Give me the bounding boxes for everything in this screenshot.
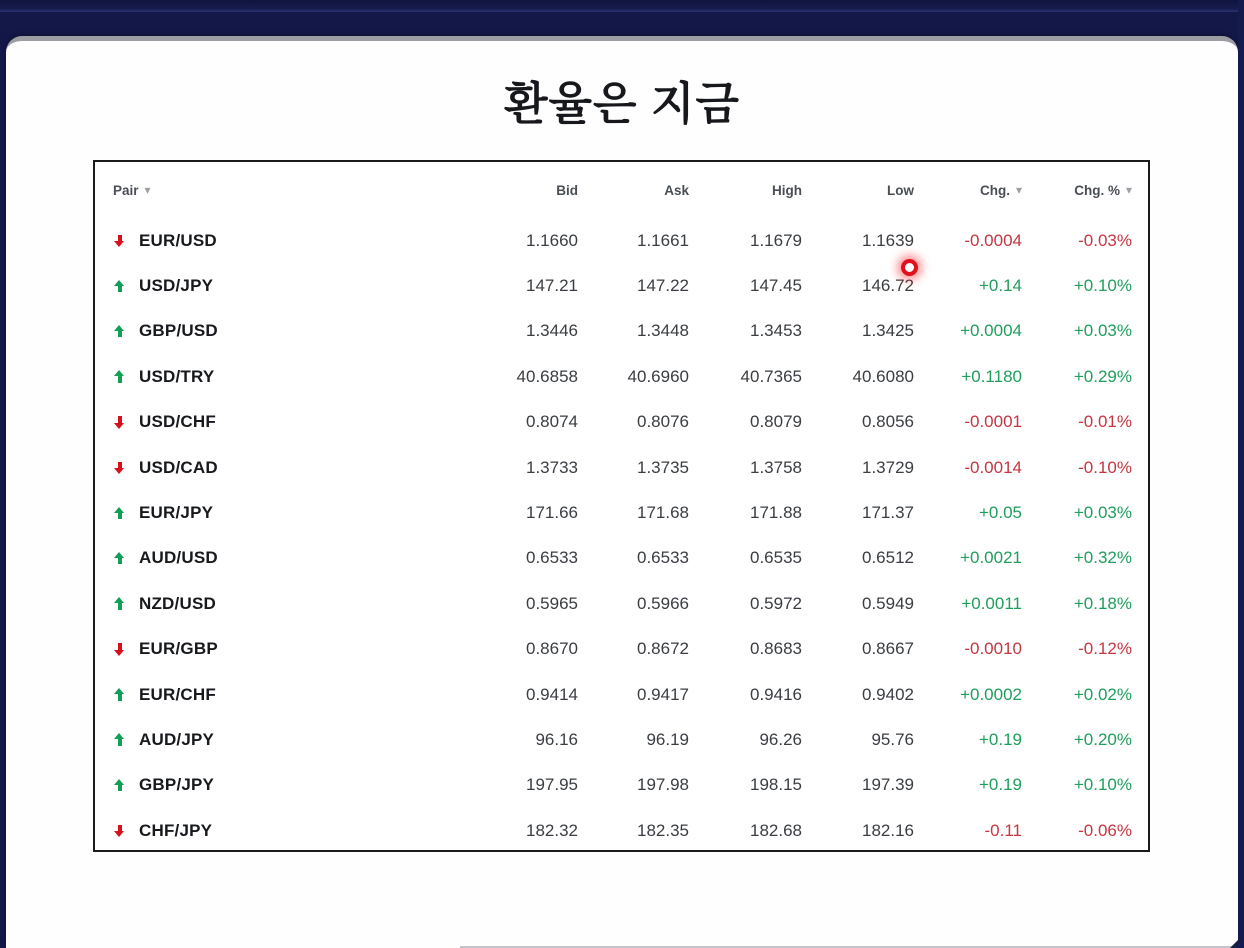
chg-pct-cell: +0.29% (1073, 366, 1132, 386)
bid-cell: 197.95 (526, 775, 578, 795)
low-cell: 40.6080 (852, 366, 914, 386)
column-header-pair[interactable] (113, 183, 468, 198)
chg-cell: -0.0004 (964, 230, 1022, 250)
window-right-frame (1238, 0, 1244, 948)
chg-cell: +0.19 (978, 729, 1022, 749)
high-cell: 0.5972 (750, 593, 802, 613)
chg-cell: -0.0010 (964, 639, 1022, 659)
pair-cell (113, 367, 468, 387)
column-header-chg-label: Chg. (979, 182, 1010, 198)
pair-cell (113, 458, 468, 478)
low-cell: 0.6512 (862, 548, 914, 568)
chg-pct-cell: -0.01% (1078, 412, 1132, 432)
pair-label: CHF/JPY (139, 820, 213, 840)
chg-pct-cell: +0.02% (1073, 684, 1132, 704)
pair-label: USD/JPY (139, 276, 214, 296)
table-row[interactable] (95, 354, 1148, 399)
down-arrow-icon (113, 416, 126, 429)
pair-label: EUR/CHF (139, 684, 216, 704)
low-cell: 182.16 (862, 820, 914, 840)
bottom-right-corner-frame (1230, 934, 1244, 948)
pair-label: USD/TRY (139, 366, 215, 386)
chg-cell: +0.0021 (960, 548, 1022, 568)
high-cell: 0.6535 (750, 548, 802, 568)
pair-label: NZD/USD (139, 593, 216, 613)
column-header-bid-label: Bid (556, 182, 578, 198)
column-header-high-label: High (772, 182, 802, 198)
pair-label: EUR/GBP (139, 639, 218, 659)
bid-cell: 0.6533 (526, 548, 578, 568)
low-cell: 0.5949 (862, 593, 914, 613)
low-cell: 0.8056 (862, 412, 914, 432)
pair-label: EUR/USD (139, 230, 217, 250)
table-row[interactable] (95, 490, 1148, 535)
high-cell: 147.45 (750, 276, 802, 296)
low-cell: 146.72 (862, 276, 914, 296)
down-arrow-icon (113, 234, 126, 247)
window-top-frame (0, 0, 1244, 12)
bid-cell: 0.8074 (526, 412, 578, 432)
up-arrow-icon (113, 370, 126, 383)
chg-cell: +0.19 (978, 775, 1022, 795)
chg-pct-cell: +0.18% (1073, 593, 1132, 613)
down-arrow-icon (113, 461, 126, 474)
chg-cell: +0.1180 (961, 366, 1022, 386)
high-cell: 96.26 (759, 729, 802, 749)
pair-cell (113, 412, 468, 432)
chg-pct-cell: +0.20% (1073, 729, 1132, 749)
table-row[interactable] (95, 400, 1148, 445)
table-row[interactable] (95, 763, 1148, 808)
high-cell: 1.1679 (750, 230, 802, 250)
column-header-low[interactable] (802, 183, 914, 198)
down-arrow-icon (113, 643, 126, 656)
high-cell: 1.3453 (750, 321, 802, 341)
pair-cell (113, 685, 468, 705)
chg-pct-cell: +0.03% (1073, 321, 1132, 341)
table-row[interactable] (95, 309, 1148, 354)
bid-cell: 182.32 (526, 820, 578, 840)
table-header-row (95, 162, 1148, 218)
chg-cell: +0.0011 (961, 593, 1022, 613)
column-header-high[interactable] (689, 183, 802, 198)
bid-cell: 96.16 (535, 729, 578, 749)
chg-cell: -0.0001 (964, 412, 1022, 432)
ask-cell: 0.5966 (637, 593, 689, 613)
ask-cell: 182.35 (637, 820, 689, 840)
bid-cell: 1.3733 (526, 457, 578, 477)
high-cell: 0.9416 (750, 684, 802, 704)
bid-cell: 147.21 (526, 276, 578, 296)
chg-pct-cell: -0.10% (1078, 457, 1132, 477)
low-cell: 0.8667 (862, 639, 914, 659)
up-arrow-icon (113, 733, 126, 746)
ask-cell: 96.19 (646, 729, 689, 749)
content-card (6, 36, 1238, 948)
high-cell: 182.68 (750, 820, 802, 840)
pair-cell (113, 730, 468, 750)
table-row[interactable] (95, 627, 1148, 672)
chg-pct-cell: +0.03% (1073, 503, 1132, 523)
table-row[interactable] (95, 536, 1148, 581)
ask-cell: 1.1661 (637, 230, 689, 250)
low-cell: 95.76 (871, 729, 914, 749)
bid-cell: 1.1660 (526, 230, 578, 250)
bid-cell: 0.8670 (526, 639, 578, 659)
pair-cell (113, 321, 468, 341)
bid-cell: 0.5965 (526, 593, 578, 613)
high-cell: 198.15 (750, 775, 802, 795)
high-cell: 0.8079 (750, 412, 802, 432)
up-arrow-icon (113, 507, 126, 520)
table-row[interactable] (95, 808, 1148, 853)
column-header-ask[interactable] (578, 183, 689, 198)
pair-cell (113, 548, 468, 568)
column-header-chg-pct-label: Chg. % (1074, 182, 1120, 198)
chg-cell: +0.05 (978, 503, 1022, 523)
high-cell: 1.3758 (750, 457, 802, 477)
high-cell: 171.88 (750, 503, 802, 523)
chg-cell: -0.0014 (964, 457, 1022, 477)
column-header-bid[interactable] (468, 183, 578, 198)
table-row[interactable] (95, 717, 1148, 762)
ask-cell: 197.98 (637, 775, 689, 795)
up-arrow-icon (113, 552, 126, 565)
table-row[interactable] (95, 263, 1148, 308)
pair-cell (113, 594, 468, 614)
bid-cell: 40.6858 (516, 366, 578, 386)
pair-label: EUR/JPY (139, 503, 214, 523)
pair-cell (113, 231, 468, 251)
bid-cell: 0.9414 (526, 684, 578, 704)
chg-cell: +0.14 (978, 276, 1022, 296)
pair-label: USD/CAD (139, 457, 218, 477)
table-row[interactable] (95, 581, 1148, 626)
low-cell: 1.3729 (862, 457, 914, 477)
ask-cell: 0.8672 (637, 639, 689, 659)
ask-cell: 40.6960 (627, 366, 689, 386)
bid-cell: 1.3446 (526, 321, 578, 341)
column-header-pair-label: Pair (113, 182, 139, 198)
chg-pct-cell: +0.10% (1073, 276, 1132, 296)
column-header-ask-label: Ask (664, 182, 689, 198)
low-cell: 1.3425 (862, 321, 914, 341)
bid-cell: 171.66 (526, 503, 578, 523)
pair-label: AUD/USD (139, 548, 218, 568)
low-cell: 197.39 (862, 775, 914, 795)
chg-cell: +0.0004 (960, 321, 1022, 341)
chg-pct-cell: +0.32% (1073, 548, 1132, 568)
up-arrow-icon (113, 688, 126, 701)
pair-label: AUD/JPY (139, 729, 215, 749)
chg-cell: +0.0002 (960, 684, 1022, 704)
sort-caret-icon: ▾ (1015, 183, 1022, 197)
low-cell: 1.1639 (862, 230, 914, 250)
ask-cell: 0.6533 (637, 548, 689, 568)
pair-label: GBP/USD (139, 321, 218, 341)
pair-cell (113, 276, 468, 296)
low-cell: 171.37 (862, 503, 914, 523)
chg-cell: -0.11 (984, 820, 1022, 840)
ask-cell: 147.22 (637, 276, 689, 296)
ask-cell: 0.9417 (637, 684, 689, 704)
ask-cell: 171.68 (637, 503, 689, 523)
pair-cell (113, 821, 468, 841)
down-arrow-icon (113, 824, 126, 837)
table-row[interactable] (95, 672, 1148, 717)
column-header-low-label: Low (887, 182, 914, 198)
high-cell: 40.7365 (740, 366, 802, 386)
pair-cell (113, 639, 468, 659)
column-header-chg[interactable] (914, 183, 1022, 198)
up-arrow-icon (113, 597, 126, 610)
sort-caret-icon: ▾ (1125, 183, 1132, 197)
pair-cell (113, 503, 468, 523)
forex-rates-table (93, 160, 1150, 852)
high-cell: 0.8683 (750, 639, 802, 659)
up-arrow-icon (113, 325, 126, 338)
table-row[interactable] (95, 218, 1148, 263)
chg-pct-cell: -0.12% (1078, 639, 1132, 659)
chg-pct-cell: +0.10% (1073, 775, 1132, 795)
pair-label: USD/CHF (139, 412, 216, 432)
column-header-chg-pct[interactable] (1022, 183, 1132, 198)
ask-cell: 1.3448 (637, 321, 689, 341)
pair-label: GBP/JPY (139, 775, 215, 795)
sort-caret-icon: ▾ (144, 183, 151, 197)
up-arrow-icon (113, 280, 126, 293)
table-row[interactable] (95, 445, 1148, 490)
low-cell: 0.9402 (862, 684, 914, 704)
ask-cell: 1.3735 (637, 457, 689, 477)
table-body (95, 218, 1148, 853)
chg-pct-cell: -0.06% (1078, 820, 1132, 840)
red-cursor-highlight (901, 259, 918, 276)
chg-pct-cell: -0.03% (1078, 230, 1132, 250)
up-arrow-icon (113, 779, 126, 792)
ask-cell: 0.8076 (637, 412, 689, 432)
page-title: 환율은 지금 (504, 78, 740, 129)
pair-cell (113, 775, 468, 795)
